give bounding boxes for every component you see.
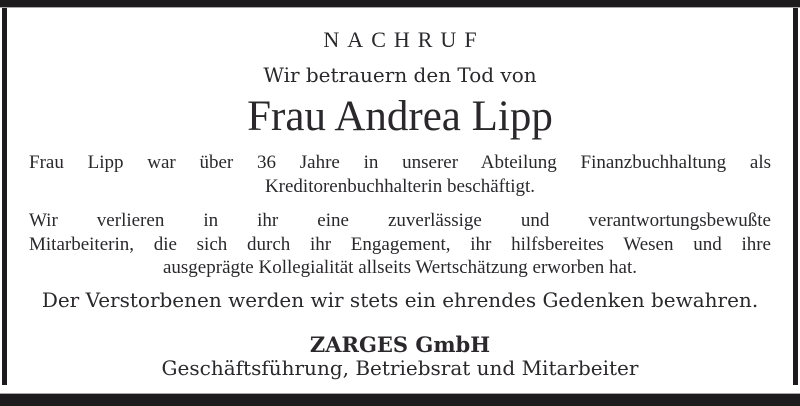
deceased-name: Frau Andrea Lipp bbox=[247, 93, 553, 140]
notice-content bbox=[7, 8, 793, 393]
paragraph-tribute-line-1: Wir verlieren in ihr eine zuverlässige und verantwortungsbewußte bbox=[29, 210, 771, 231]
signers-line: Geschäftsführung, Betriebsrat und Mitarbeiter bbox=[161, 355, 639, 380]
paragraph-service-line-2: Kreditorenbuchhalterin beschäftigt. bbox=[264, 176, 536, 197]
mourning-intro-line: Wir betrauern den Tod von bbox=[263, 63, 537, 87]
top-rule bbox=[0, 0, 800, 8]
paragraph-tribute bbox=[29, 209, 771, 280]
company-name: ZARGES GmbH bbox=[309, 331, 491, 357]
paragraph-tribute-line-2: Mitarbeiterin, die sich durch ihr Engagement, ihr hilfsbereites Wesen und ihre bbox=[29, 233, 771, 255]
remembrance-line: Der Verstorbenen werden wir stets ein ehrendes Gedenken bewahren. bbox=[41, 287, 759, 312]
right-rule bbox=[793, 8, 798, 385]
notice-title: NACHRUF bbox=[323, 27, 485, 52]
paragraph-service bbox=[29, 151, 771, 199]
bottom-rule bbox=[0, 393, 800, 406]
paragraph-tribute-line-3: ausgeprägte Kollegialität allseits Wertschätzung erworben hat. bbox=[162, 257, 637, 278]
paragraph-service-line-1: Frau Lipp war über 36 Jahre in unserer Abteilung Finanzbuchhaltung als bbox=[29, 152, 771, 173]
